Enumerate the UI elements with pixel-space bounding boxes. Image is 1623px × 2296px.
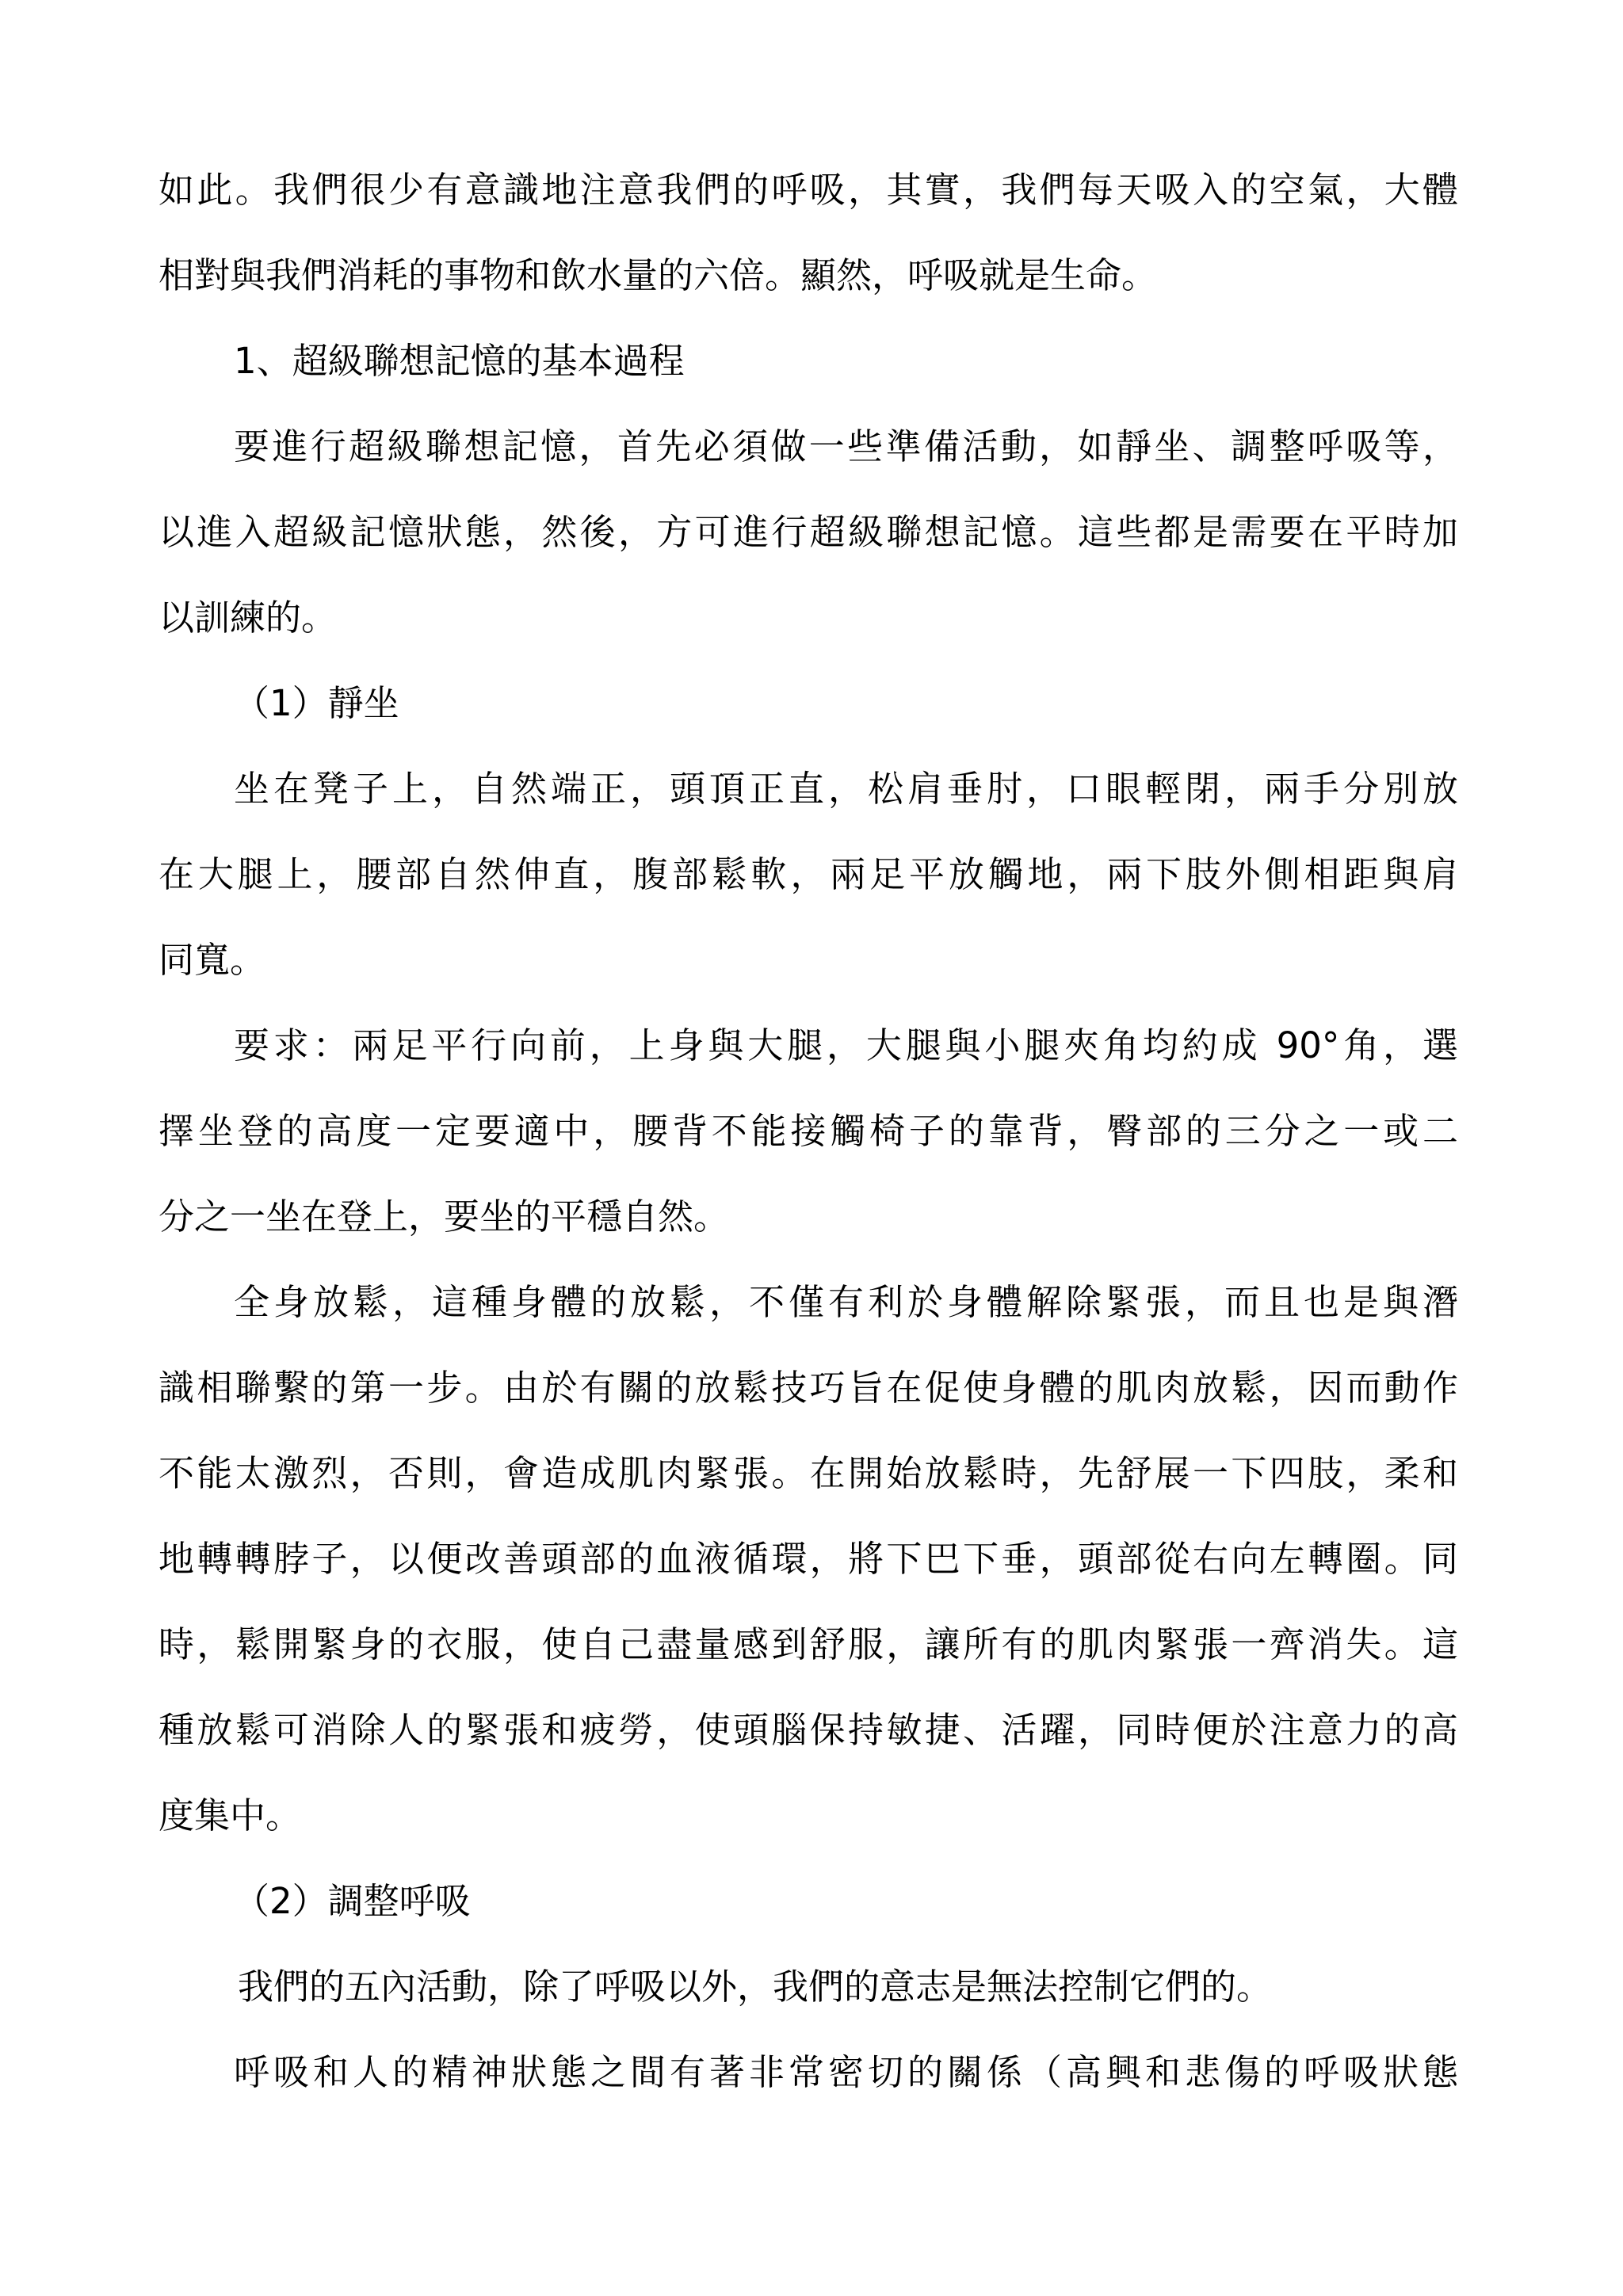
subsection-heading: （2）調整呼吸 [234, 1880, 471, 1922]
text-line: 同寬。 [158, 939, 266, 981]
text-line: 要進行超級聯想記憶，首先必須做一些準備活動，如靜坐、調整呼吸等， [234, 425, 1458, 467]
text-line: 如此。我們很少有意識地注意我們的呼吸，其實，我們每天吸入的空氣，大體 [158, 169, 1458, 211]
text-line: 要求：兩足平行向前，上身與大腿，大腿與小腿夾角均約成 90°角，選 [234, 1024, 1458, 1066]
section-heading: 1、超級聯想記憶的基本過程 [234, 340, 685, 382]
text-line: 分之一坐在登上，要坐的平穩自然。 [158, 1196, 730, 1238]
text-line: 不能太激烈，否則，會造成肌肉緊張。在開始放鬆時，先舒展一下四肢，柔和 [158, 1452, 1458, 1494]
text-line: 在大腿上，腰部自然伸直，腹部鬆軟，兩足平放觸地，兩下肢外側相距與肩 [158, 853, 1458, 895]
subsection-heading: （1）靜坐 [234, 682, 399, 724]
text-line: 識相聯繫的第一步。由於有關的放鬆技巧旨在促使身體的肌肉放鬆，因而動作 [158, 1367, 1458, 1409]
text-line: 我們的五內活動，除了呼吸以外，我們的意志是無法控制它們的。 [238, 1966, 1273, 2008]
text-line: 相對與我們消耗的事物和飲水量的六倍。顯然，呼吸就是生命。 [158, 254, 1158, 296]
text-line: 以進入超級記憶狀態，然後，方可進行超級聯想記憶。這些都是需要在平時加 [158, 511, 1458, 553]
text-line: 呼吸和人的精神狀態之間有著非常密切的關係（高興和悲傷的呼吸狀態 [234, 2051, 1458, 2093]
text-line: 以訓練的。 [158, 597, 338, 639]
text-line: 坐在凳子上，自然端正，頭頂正直，松肩垂肘，口眼輕閉，兩手分別放 [234, 768, 1458, 810]
text-line: 擇坐登的高度一定要適中，腰背不能接觸椅子的靠背，臀部的三分之一或二 [158, 1110, 1458, 1152]
text-line: 全身放鬆，這種身體的放鬆，不僅有利於身體解除緊張，而且也是與潛 [234, 1281, 1458, 1323]
text-line: 度集中。 [158, 1794, 302, 1836]
text-line: 地轉轉脖子，以便改善頭部的血液循環，將下巴下垂，頭部從右向左轉圈。同 [158, 1538, 1458, 1580]
text-line: 時，鬆開緊身的衣服，使自己盡量感到舒服，讓所有的肌肉緊張一齊消失。這 [158, 1623, 1458, 1665]
text-line: 種放鬆可消除人的緊張和疲勞，使頭腦保持敏捷、活躍，同時便於注意力的高 [158, 1709, 1458, 1751]
